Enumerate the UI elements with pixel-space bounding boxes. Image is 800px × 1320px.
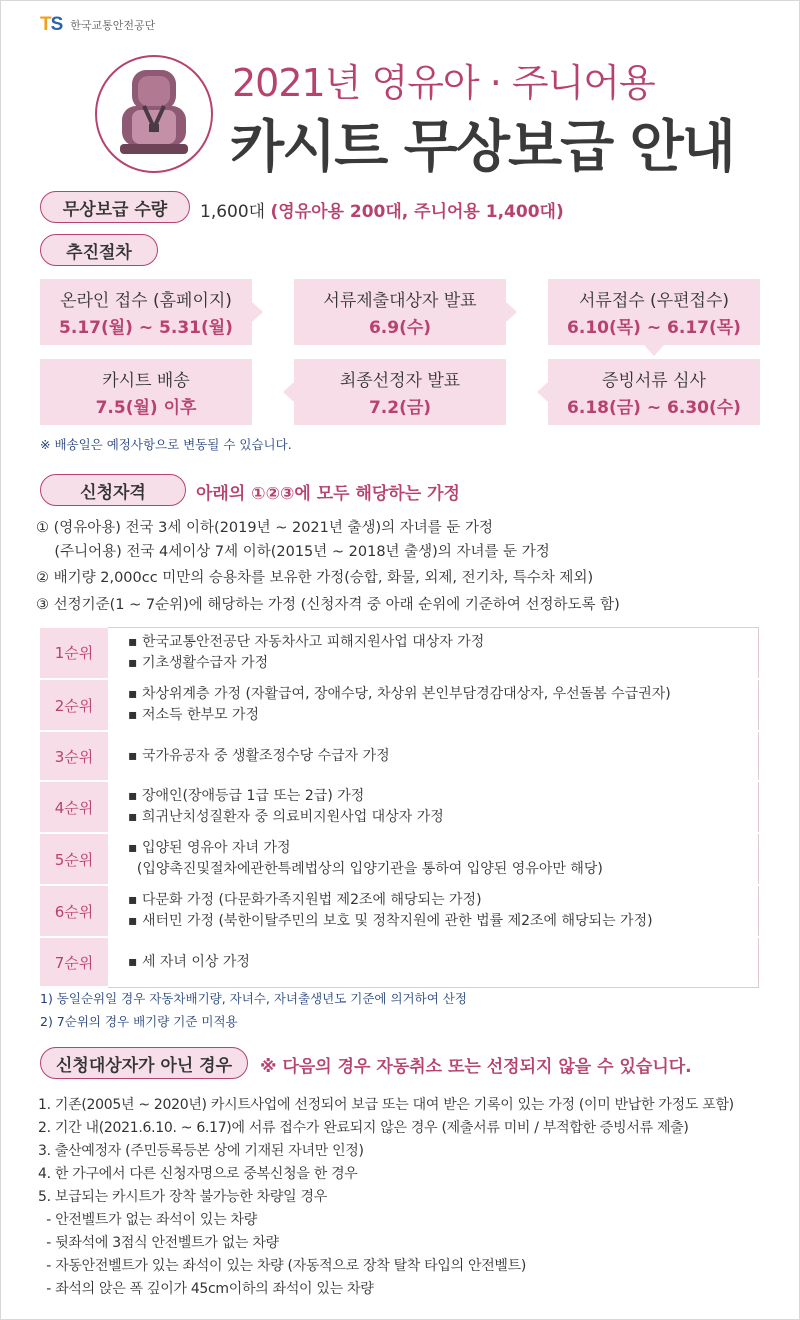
step-online-apply <box>40 279 252 345</box>
step-date: 6.18(금) ~ 6.30(수) <box>567 398 741 418</box>
rank-line: (입양촉진및절차에관한특례법상의 입양기관을 통하여 입양된 영유아만 해당) <box>128 861 603 877</box>
rank-cell: 3순위 <box>40 731 108 781</box>
rank-line: ▪ 입양된 영유아 자녀 가정 <box>128 840 291 856</box>
step-date: 5.17(월) ~ 5.31(월) <box>59 318 233 338</box>
table-row <box>40 781 759 833</box>
criteria-item: ② 배기량 2,000cc 미만의 승용차를 보유한 가정(승합, 화물, 외제, 전기차, 특수차 제외) <box>36 570 594 586</box>
rank-cell: 1순위 <box>40 628 108 680</box>
org-name: 한국교통안전공단 <box>70 19 156 32</box>
not-target-item: 5. 보급되는 카시트가 장착 불가능한 차량일 경우 <box>38 1189 327 1205</box>
step-final-announce <box>294 359 506 425</box>
arrow-left-icon <box>283 382 294 402</box>
rank-description <box>108 885 759 937</box>
rank-line: ▪ 다문화 가정 (다문화가족지원법 제2조에 해당되는 가정) <box>128 892 482 908</box>
step-title: 증빙서류 심사 <box>602 371 706 391</box>
table-row <box>40 628 759 680</box>
not-target-item: 1. 기존(2005년 ~ 2020년) 카시트사업에 선정되어 보급 또는 대여 받은 기록이 있는 가정 (이미 반납한 가정도 포함) <box>38 1097 734 1113</box>
rank-cell: 4순위 <box>40 781 108 833</box>
arrow-right-icon <box>506 302 517 322</box>
step-date: 6.10(목) ~ 6.17(목) <box>567 318 741 338</box>
step-title: 온라인 접수 (홈페이지) <box>60 291 232 311</box>
rank-cell: 7순위 <box>40 937 108 987</box>
not-target-subtitle: ※ 다음의 경우 자동취소 또는 선정되지 않을 수 있습니다. <box>260 1057 692 1077</box>
org-logo <box>40 14 155 36</box>
step-date: 7.5(월) 이후 <box>95 398 197 418</box>
table-row <box>40 833 759 885</box>
ts-logo-mark: TS <box>40 14 63 35</box>
step-doc-target-announce <box>294 279 506 345</box>
step-date: 7.2(금) <box>368 398 432 418</box>
criteria-item: ③ 선정기준(1 ~ 7순위)에 해당하는 가정 (신청자격 중 아래 순위에 기준하여 선정하도록 함) <box>36 597 620 613</box>
step-date: 6.9(수) <box>368 318 432 338</box>
rank-table <box>40 627 759 988</box>
criteria-item: ① (영유아용) 전국 3세 이하(2019년 ~ 2021년 출생)의 자녀를 둔 가정 <box>36 520 494 536</box>
procedure-label: 추진절차 <box>40 234 158 266</box>
rank-line: ▪ 기초생활수급자 가정 <box>128 655 269 671</box>
table-row <box>40 679 759 731</box>
not-target-item: 3. 출산예정자 (주민등록등본 상에 기재된 자녀만 인정) <box>38 1143 364 1159</box>
step-doc-review <box>548 359 760 425</box>
rank-description <box>108 781 759 833</box>
rank-line: ▪ 세 자녀 이상 가정 <box>128 953 250 970</box>
eligibility-subtitle: 아래의 ①②③에 모두 해당하는 가정 <box>196 484 460 504</box>
quantity-label: 무상보급 수량 <box>40 191 190 223</box>
quantity-detail: (영유아용 200대, 주니어용 1,400대) <box>270 202 564 222</box>
rank-description <box>108 833 759 885</box>
not-target-item: 4. 한 가구에서 다른 신청자명으로 중복신청을 한 경우 <box>38 1166 358 1182</box>
not-target-subitem: - 자동안전벨트가 있는 좌석이 있는 차량 (자동적으로 장착 탈착 타입의 안전벨트) <box>38 1258 527 1274</box>
car-seat-icon <box>114 66 194 162</box>
car-seat-illustration <box>95 55 213 173</box>
not-target-subitem: - 뒷좌석에 3점식 안전벨트가 없는 차량 <box>38 1235 279 1251</box>
eligibility-label: 신청자격 <box>40 474 186 506</box>
rank-note: 1) 동일순위일 경우 자동차배기량, 자녀수, 자녀출생년도 기준에 의거하여 산정 <box>40 991 467 1006</box>
quantity-total: 1,600대 <box>200 202 266 222</box>
rank-line: ▪ 차상위계층 가정 (자활급여, 장애수당, 차상위 본인부담경감대상자, 우선돌봄 수급권자) <box>128 686 671 702</box>
rank-line: ▪ 장애인(장애등급 1급 또는 2급) 가정 <box>128 788 365 804</box>
step-title: 서류접수 (우편접수) <box>578 291 730 311</box>
rank-description <box>108 628 759 680</box>
rank-description <box>108 731 759 781</box>
step-delivery <box>40 359 252 425</box>
step-title: 서류제출대상자 발표 <box>323 291 477 311</box>
rank-cell: 2순위 <box>40 679 108 731</box>
title-line1: 2021년 영유아 · 주니어용 <box>232 61 655 105</box>
rank-line: ▪ 국가유공자 중 생활조정수당 수급자 가정 <box>128 747 390 764</box>
rank-line: ▪ 희귀난치성질환자 중 의료비지원사업 대상자 가정 <box>128 809 444 825</box>
not-target-item: 2. 기간 내(2021.6.10. ~ 6.17)에 서류 접수가 완료되지 않은 경우 (제출서류 미비 / 부적합한 증빙서류 제출) <box>38 1120 689 1136</box>
rank-cell: 5순위 <box>40 833 108 885</box>
rank-description <box>108 679 759 731</box>
quantity-text <box>200 197 564 222</box>
not-target-subitem: - 좌석의 앉은 폭 깊이가 45cm이하의 좌석이 있는 차량 <box>38 1281 374 1297</box>
step-doc-submit <box>548 279 760 345</box>
arrow-down-icon <box>644 345 664 356</box>
step-title: 카시트 배송 <box>102 371 190 391</box>
delivery-note: ※ 배송일은 예정사항으로 변동될 수 있습니다. <box>40 437 292 452</box>
rank-note: 2) 7순위의 경우 배기량 기준 미적용 <box>40 1014 238 1029</box>
table-row <box>40 731 759 781</box>
rank-description <box>108 937 759 987</box>
table-row <box>40 885 759 937</box>
rank-cell: 6순위 <box>40 885 108 937</box>
table-row <box>40 937 759 987</box>
rank-line: ▪ 새터민 가정 (북한이탈주민의 보호 및 정착지원에 관한 법률 제2조에 해당되는 가정) <box>128 913 653 929</box>
rank-line: ▪ 저소득 한부모 가정 <box>128 707 260 723</box>
arrow-right-icon <box>252 302 263 322</box>
arrow-left-icon <box>537 382 548 402</box>
step-title: 최종선정자 발표 <box>339 371 461 391</box>
page-title: 카시트 무상보급 안내 <box>230 115 734 180</box>
rank-line: ▪ 한국교통안전공단 자동차사고 피해지원사업 대상자 가정 <box>128 634 485 650</box>
not-target-subitem: - 안전벨트가 없는 좌석이 있는 차량 <box>38 1212 257 1228</box>
not-target-label: 신청대상자가 아닌 경우 <box>40 1047 248 1079</box>
criteria-item: (주니어용) 전국 4세이상 7세 이하(2015년 ~ 2018년 출생)의 자녀를 둔 가정 <box>36 544 550 560</box>
